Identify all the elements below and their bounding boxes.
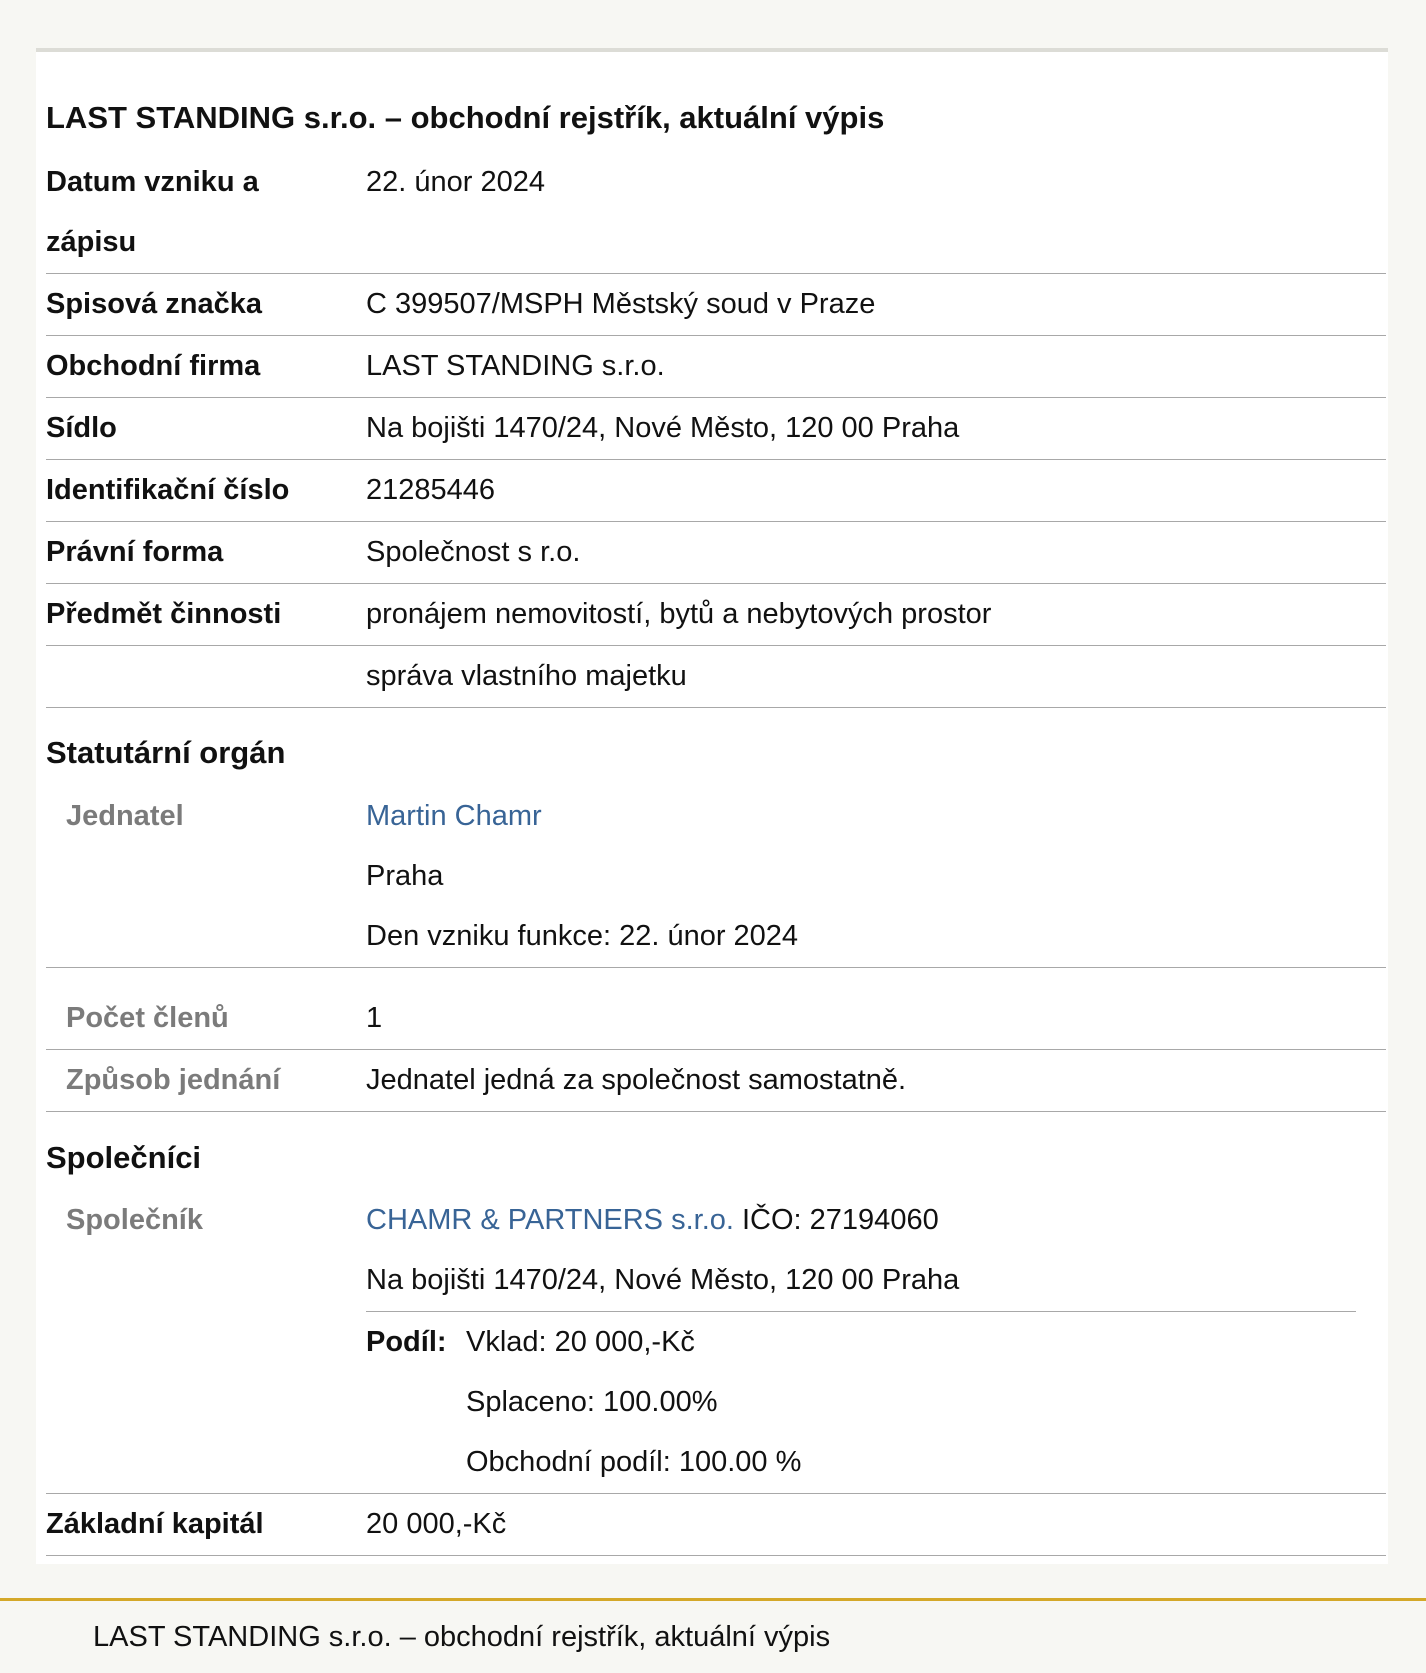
value-kapital: 20 000,-Kč [366, 1508, 507, 1540]
value-sidlo: Na bojišti 1470/24, Nové Město, 120 00 Praha [366, 412, 960, 444]
spolecnik-address: Na bojišti 1470/24, Nové Město, 120 00 Praha [366, 1264, 960, 1296]
label-spolecnik: Společník [66, 1204, 203, 1236]
label-predmet: Předmět činnosti [46, 598, 282, 630]
jednatel-name-link[interactable]: Martin Chamr [366, 800, 542, 832]
jednatel-city: Praha [366, 860, 444, 892]
label-spisova: Spisová značka [46, 288, 262, 320]
label-sidlo: Sídlo [46, 412, 117, 444]
label-podil: Podíl: [366, 1326, 447, 1358]
footer [0, 1598, 1426, 1673]
row-predmet [46, 584, 1386, 646]
row-firma [46, 336, 1386, 398]
label-firma: Obchodní firma [46, 350, 261, 382]
value-vklad: Vklad: 20 000,-Kč [466, 1326, 695, 1358]
heading-spolecnici: Společníci [46, 1140, 202, 1175]
row-kapital [46, 1494, 1386, 1556]
jednatel-since: Den vzniku funkce: 22. únor 2024 [366, 920, 799, 952]
row-pocet [46, 988, 1386, 1050]
row-ico [46, 460, 1386, 522]
value-splaceno: Splaceno: 100.00% [466, 1386, 718, 1418]
page-title: LAST STANDING s.r.o. – obchodní rejstřík, aktuální výpis [46, 100, 885, 135]
value-forma: Společnost s r.o. [366, 536, 581, 568]
value-predmet-1: pronájem nemovitostí, bytů a nebytových prostor [366, 598, 992, 630]
footer-text: LAST STANDING s.r.o. – obchodní rejstřík, aktuální výpis [93, 1621, 831, 1653]
value-predmet-2: správa vlastního majetku [366, 660, 687, 692]
label-kapital: Základní kapitál [46, 1508, 264, 1540]
heading-statutarni: Statutární orgán [46, 735, 286, 770]
value-spisova: C 399507/MSPH Městský soud v Praze [366, 288, 876, 320]
label-ico: Identifikační číslo [46, 474, 290, 506]
label-datum-line2: zápisu [46, 226, 137, 258]
value-pocet: 1 [366, 1002, 383, 1034]
row-spisova [46, 274, 1386, 336]
label-zpusob: Způsob jednání [66, 1064, 281, 1096]
value-obchodni-podil: Obchodní podíl: 100.00 % [466, 1446, 802, 1478]
row-spolecnik [46, 1190, 1386, 1310]
value-ico: 21285446 [366, 474, 496, 506]
label-datum-line1: Datum vzniku a [46, 166, 259, 198]
row-predmet-2 [46, 646, 1386, 708]
spolecnik-name-link[interactable]: CHAMR & PARTNERS s.r.o. [366, 1204, 734, 1236]
row-jednatel [46, 786, 1386, 968]
label-forma: Právní forma [46, 536, 224, 568]
label-pocet: Počet členů [66, 1002, 229, 1034]
value-zpusob: Jednatel jedná za společnost samostatně. [366, 1064, 907, 1096]
value-datum: 22. únor 2024 [366, 166, 545, 198]
spolecnik-ico: IČO: 27194060 [742, 1204, 939, 1236]
row-zpusob [46, 1050, 1386, 1112]
label-jednatel: Jednatel [66, 800, 184, 832]
row-sidlo [46, 398, 1386, 460]
spolecnik-name-line [366, 1190, 939, 1250]
row-forma [46, 522, 1386, 584]
value-firma: LAST STANDING s.r.o. [366, 350, 665, 382]
row-datum [46, 152, 1386, 274]
